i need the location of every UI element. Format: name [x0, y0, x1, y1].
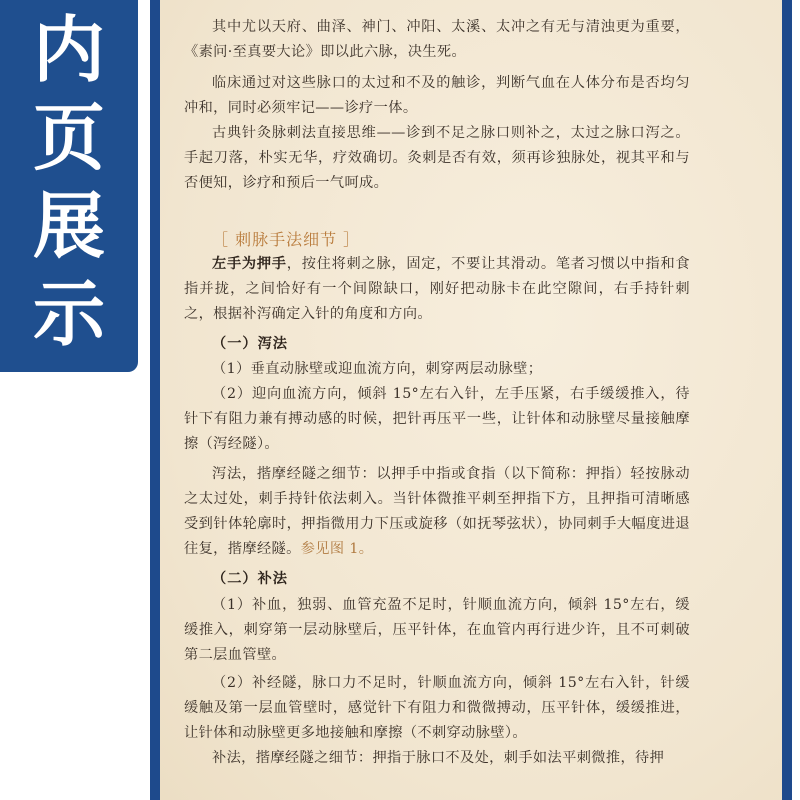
- section-title: ［ 刺脉手法细节 ］: [212, 230, 361, 249]
- paragraph-palpation: 临床通过对这些脉口的太过和不及的触诊，判断气血在人体分布是否均匀冲和，同时必须牢记——诊疗一体。: [184, 75, 690, 116]
- paragraph-left-hand: [184, 252, 690, 327]
- paragraph-reducing-2: （2）迎向血流方向，倾斜 15°左右入针，左手压紧，右手缓缓推入，待针下有阻力兼有搏动感的时候，把针再压平一些，让针体和动脉壁尽量接触摩擦（泻经隧）。: [184, 386, 690, 452]
- banner-char-2: 页: [32, 96, 105, 180]
- preview-banner: [0, 0, 138, 372]
- paragraph-reducing-1: （1）垂直动脉壁或迎血流方向，刺穿两层动脉壁；: [212, 361, 543, 377]
- figure-reference: 参见图 1。: [300, 541, 374, 557]
- left-hand-lead: 左手为押手: [212, 256, 287, 272]
- reducing-detail-text: 泻法，揩摩经隧之细节：以押手中指或食指（以下简称：押指）轻按脉动之太过处，刺手持针依法刺入。当针体微推平刺至押指下方，且押指可清晰感受到针体轮廓时，押指微用力下压或旋移（如抚琴弦状），协同刺手大幅度进退往复，揩摩经隧。: [184, 466, 690, 557]
- paragraph-reducing-detail: [184, 462, 690, 562]
- paragraph-tonifying-2: （2）补经隧，脉口力不足时，针顺血流方向，倾斜 15°左右入针，针缓缓触及第一层血管壁时，感觉针下有阻力和微微搏动，压平针体，缓缓推进，让针体和动脉壁更多地接触和摩擦（不刺穿动脉壁）。: [184, 675, 690, 741]
- paragraph-tonifying-1: （1）补血，独弱、血管充盈不足时，针顺血流方向，倾斜 15°左右，缓缓推入，刺穿第一层动脉壁后，压平针体，在血管内再行进少许，且不可刺破第二层血管壁。: [184, 597, 690, 663]
- subheading-tonifying-method: （二）补法: [212, 571, 288, 587]
- subheading-reducing-method: （一）泻法: [212, 336, 288, 352]
- paragraph-tonifying-detail: 补法，揩摩经隧之细节：押指于脉口不及处，刺手如法平刺微推，待押: [212, 750, 665, 766]
- paragraph-classic-method: 古典针灸脉刺法直接思维——诊到不足之脉口则补之，太过之脉口泻之。手起刀落，朴实无华，疗效确切。灸刺是否有效，须再诊独脉处，视其平和与否便知，诊疗和预后一气呵成。: [184, 125, 690, 191]
- left-hand-text: ，按住将刺之脉，固定，不要让其滑动。笔者习惯以中指和食指并拢，之间恰好有一个间隙缺口，刚好把动脉卡在此空隙间，右手持针刺之，根据补泻确定入针的角度和方向。: [184, 256, 690, 322]
- banner-char-1: 内: [32, 8, 105, 92]
- banner-char-4: 示: [32, 272, 105, 356]
- paragraph-six-pulses: 其中尤以天府、曲泽、神门、冲阳、太溪、太冲之有无与清浊更为重要，《素问·至真要大论》即以此六脉，决生死。: [184, 19, 690, 60]
- banner-char-3: 展: [32, 184, 105, 268]
